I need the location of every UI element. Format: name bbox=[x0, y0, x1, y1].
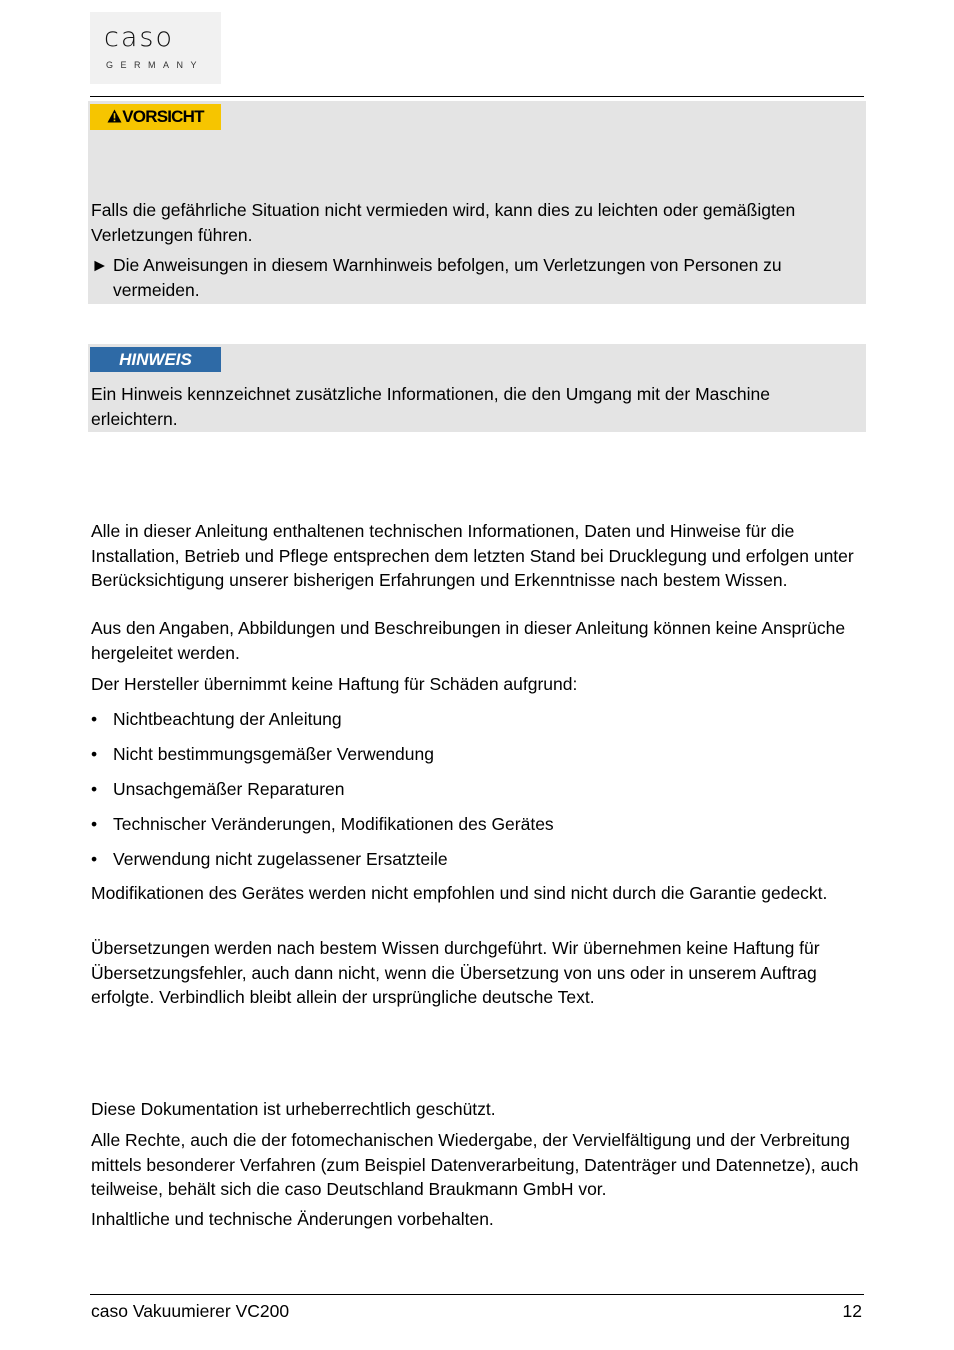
caso-logo bbox=[90, 12, 221, 84]
copyright-paragraph-3: Inhaltliche und technische Änderungen vorbehalten. bbox=[91, 1209, 494, 1229]
list-item-text: Verwendung nicht zugelassener Ersatzteile bbox=[113, 849, 448, 869]
list-item-text: Nichtbeachtung der Anleitung bbox=[113, 709, 342, 729]
warning-badge-label: VORSICHT bbox=[122, 107, 204, 126]
bullet-icon: • bbox=[91, 849, 98, 869]
bullet-icon: • bbox=[91, 744, 98, 764]
bullet-icon: • bbox=[91, 709, 98, 729]
copyright-paragraph-2: Alle Rechte, auch die der fotomechanischen Wiedergabe, der Vervielfältigung und der Verbreitung mittels besonderer Verfahren (zum Beispiel Datenverarbeitung, Datenträger und Datennetze), auch teilweise, behält sich die caso Deutschland Braukmann GmbH vor. bbox=[91, 1130, 859, 1199]
list-item-text: Nicht bestimmungsgemäßer Verwendung bbox=[113, 744, 434, 764]
liability-paragraph-4: Modifikationen des Gerätes werden nicht empfohlen und sind nicht durch die Garantie gedeckt. bbox=[91, 883, 828, 903]
list-item bbox=[91, 742, 861, 766]
header-rule bbox=[90, 96, 864, 97]
warning-badge bbox=[90, 104, 221, 130]
liability-paragraph-1: Alle in dieser Anleitung enthaltenen technischen Informationen, Daten und Hinweise für die Installation, Betrieb und Pflege entsprechen dem letzten Stand bei Drucklegung und erfolgen unter Berücksichtigung unserer bisherigen Erfahrungen und Erkenntnisse nach bestem Wissen. bbox=[91, 521, 854, 590]
warning-instruction-text: Die Anweisungen in diesem Warnhinweis befolgen, um Verletzungen von Personen zu vermeiden. bbox=[113, 255, 782, 300]
list-item-text: Unsachgemäßer Reparaturen bbox=[113, 779, 345, 799]
arrow-icon: ► bbox=[91, 255, 109, 275]
list-item bbox=[91, 777, 861, 801]
bullet-icon: • bbox=[91, 814, 98, 834]
page-number: 12 bbox=[842, 1301, 862, 1321]
bullet-icon: • bbox=[91, 779, 98, 799]
list-item bbox=[91, 707, 861, 731]
list-item-text: Technischer Veränderungen, Modifikationen des Gerätes bbox=[113, 814, 554, 834]
logo-wordmark: caso bbox=[104, 22, 174, 53]
warning-instruction bbox=[91, 253, 861, 302]
liability-paragraph-3: Der Hersteller übernimmt keine Haftung für Schäden aufgrund: bbox=[91, 674, 578, 694]
copyright-paragraph-1: Diese Dokumentation ist urheberrechtlich geschützt. bbox=[91, 1099, 496, 1119]
warning-triangle-icon bbox=[107, 109, 122, 123]
list-item bbox=[91, 847, 861, 871]
liability-paragraph-5: Übersetzungen werden nach bestem Wissen durchgeführt. Wir übernehmen keine Haftung für Übersetzungsfehler, auch dann nicht, wenn die Übersetzung von uns oder in unserem Auftrag erfolgte. Verbindlich bleibt allein der ursprüngliche deutsche Text. bbox=[91, 938, 820, 1007]
warning-text: Falls die gefährliche Situation nicht vermieden wird, kann dies zu leichten oder gemäßigten Verletzungen führen. bbox=[91, 200, 796, 245]
footer-rule bbox=[90, 1294, 864, 1295]
note-badge: HINWEIS bbox=[90, 347, 221, 372]
footer-title: caso Vakuumierer VC200 bbox=[91, 1301, 290, 1321]
list-item bbox=[91, 812, 861, 836]
note-text: Ein Hinweis kennzeichnet zusätzliche Informationen, die den Umgang mit der Maschine erleichtern. bbox=[91, 384, 770, 429]
logo-subtitle: GERMANY bbox=[106, 60, 205, 70]
liability-paragraph-2: Aus den Angaben, Abbildungen und Beschreibungen in dieser Anleitung können keine Ansprüche hergeleitet werden. bbox=[91, 618, 846, 663]
